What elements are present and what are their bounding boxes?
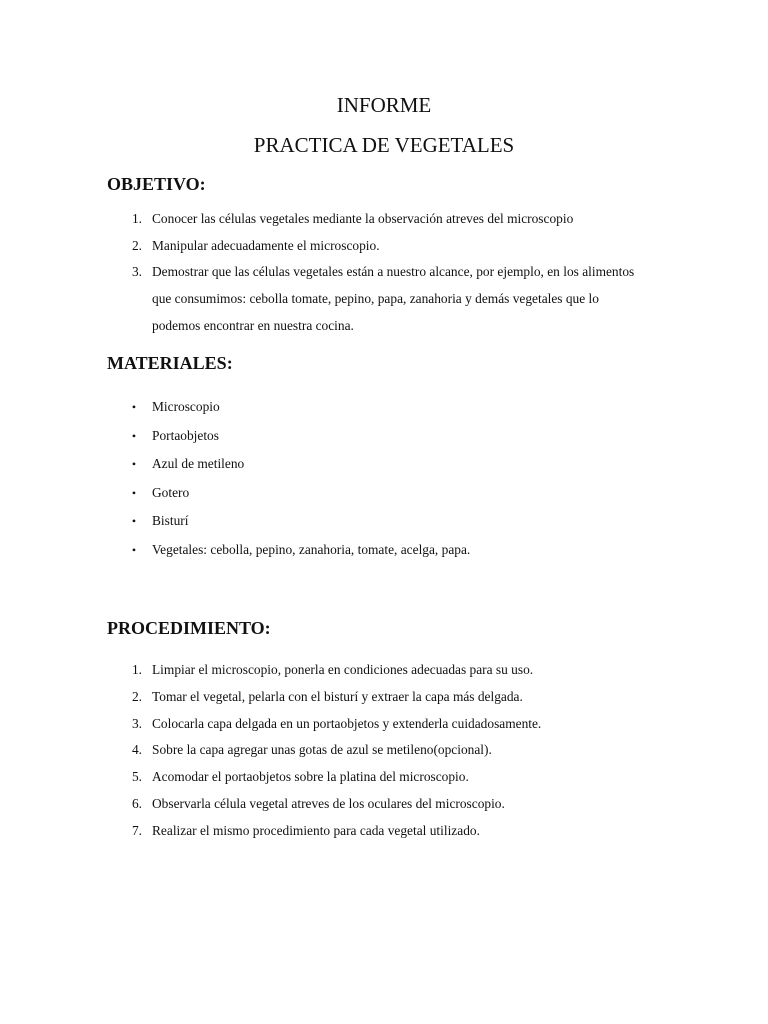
list-marker: 2. bbox=[131, 237, 142, 253]
bullet-icon: • bbox=[131, 542, 137, 557]
list-item-text: Portaobjetos bbox=[152, 427, 219, 443]
list-item bbox=[0, 793, 768, 815]
list-item-text: Manipular adecuadamente el microscopio. bbox=[152, 237, 380, 253]
list-item bbox=[0, 659, 768, 681]
procedimiento-heading: PROCEDIMIENTO: bbox=[107, 618, 271, 638]
materiales-heading: MATERIALES: bbox=[107, 353, 233, 373]
list-item bbox=[0, 686, 768, 708]
list-item bbox=[0, 233, 768, 260]
objetivo-list bbox=[0, 206, 768, 340]
list-marker: 1. bbox=[131, 211, 142, 226]
list-item-text: Realizar el mismo procedimiento para cada vegetal utilizado. bbox=[152, 822, 480, 838]
list-item bbox=[0, 739, 768, 761]
list-marker: 7. bbox=[131, 822, 142, 838]
list-item-text: Limpiar el microscopio, ponerla en condiciones adecuadas para su uso. bbox=[152, 662, 534, 677]
list-item bbox=[0, 820, 768, 842]
list-item bbox=[0, 766, 768, 788]
list-item-text: Gotero bbox=[152, 484, 190, 500]
list-item-text: Conocer las células vegetales mediante la observación atreves del microscopio bbox=[152, 211, 574, 226]
procedimiento-list bbox=[0, 659, 768, 847]
list-item-text: Azul de metileno bbox=[152, 456, 245, 471]
list-item-text: Sobre la capa agregar unas gotas de azul se metileno(opcional). bbox=[152, 742, 492, 758]
list-marker: 6. bbox=[131, 795, 142, 811]
objetivo-heading: OBJETIVO: bbox=[107, 174, 206, 194]
list-item bbox=[0, 453, 768, 475]
list-item-text: Microscopio bbox=[152, 399, 220, 414]
list-item bbox=[0, 206, 768, 233]
materiales-list bbox=[0, 396, 768, 567]
list-item-text: Vegetales: cebolla, pepino, zanahoria, tomate, acelga, papa. bbox=[152, 541, 471, 557]
list-item bbox=[0, 713, 768, 735]
list-item-text: Bisturí bbox=[152, 513, 189, 528]
list-marker: 3. bbox=[131, 715, 142, 731]
list-item bbox=[0, 539, 768, 561]
bullet-icon: • bbox=[131, 514, 137, 528]
document-subtitle: PRACTICA DE VEGETALES bbox=[253, 133, 515, 157]
list-item bbox=[0, 425, 768, 447]
list-marker: 3. bbox=[131, 264, 142, 280]
list-item bbox=[0, 510, 768, 532]
bullet-icon: • bbox=[131, 457, 137, 471]
list-item bbox=[0, 259, 768, 339]
bullet-icon: • bbox=[131, 485, 137, 500]
list-item bbox=[0, 396, 768, 418]
document-title: INFORME bbox=[336, 93, 432, 117]
list-item-text: Tomar el vegetal, pelarla con el bisturí y extraer la capa más delgada. bbox=[152, 688, 523, 704]
list-marker: 5. bbox=[131, 769, 142, 785]
list-item-text: Acomodar el portaobjetos sobre la platina del microscopio. bbox=[152, 769, 469, 785]
bullet-icon: • bbox=[131, 400, 137, 414]
list-item-text: Demostrar que las células vegetales están a nuestro alcance, por ejemplo, en los alimentos que consumimos: cebolla tomate, pepino, papa, zanahoria y demás vegetales que lo podemos encontrar en nuestra cocina. bbox=[152, 264, 635, 333]
list-item bbox=[0, 482, 768, 504]
bullet-icon: • bbox=[131, 428, 137, 443]
list-item-text: Colocarla capa delgada en un portaobjetos y extenderla cuidadosamente. bbox=[152, 715, 542, 731]
list-marker: 1. bbox=[131, 662, 142, 677]
list-item-text: Observarla célula vegetal atreves de los oculares del microscopio. bbox=[152, 795, 505, 811]
list-marker: 4. bbox=[131, 742, 142, 758]
list-marker: 2. bbox=[131, 688, 142, 704]
